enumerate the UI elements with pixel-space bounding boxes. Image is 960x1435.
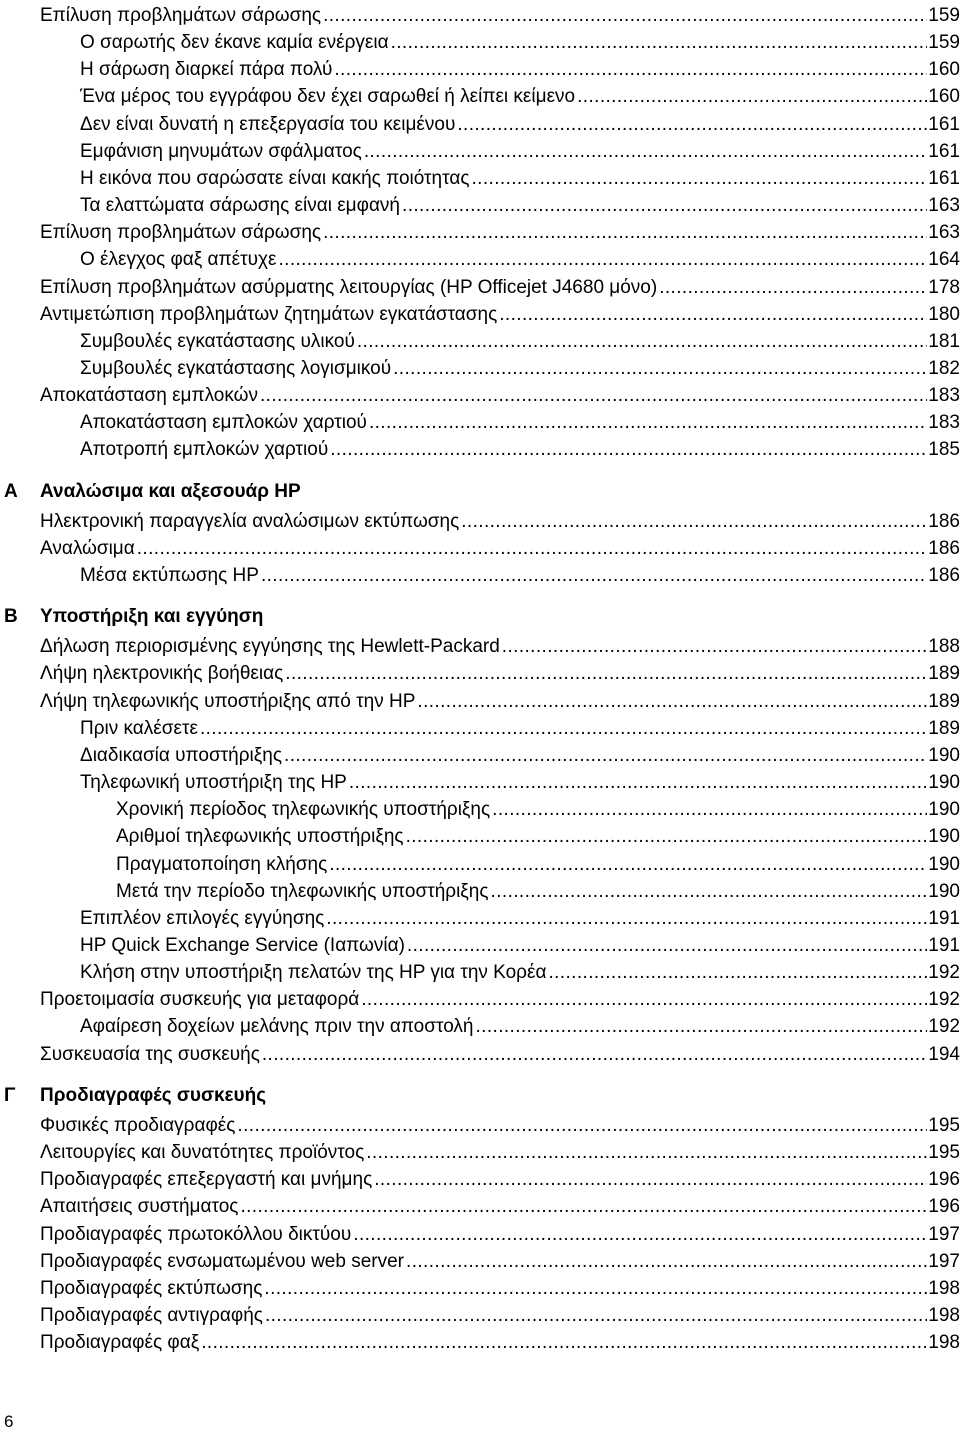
dot-leader — [475, 1016, 927, 1038]
toc-entry[interactable] — [116, 849, 960, 876]
toc-entry-page: 159 — [928, 32, 960, 54]
toc-entry[interactable] — [40, 1300, 960, 1327]
toc-entry-page: 189 — [928, 690, 960, 712]
toc-entry-page: 186 — [928, 510, 960, 532]
dot-leader — [402, 195, 927, 217]
toc-entry-title: Συσκευασία της συσκευής — [40, 1043, 260, 1065]
toc-entry[interactable] — [40, 1219, 960, 1246]
toc-entry-page: 181 — [928, 330, 960, 352]
toc-entry[interactable] — [80, 767, 960, 794]
dot-leader — [461, 511, 927, 533]
toc-entry[interactable] — [80, 244, 960, 271]
toc-entry-title: Μετά την περίοδο τηλεφωνικής υποστήριξης — [116, 880, 489, 902]
toc-entry-page: 163 — [928, 222, 960, 244]
toc-entry-title: Προδιαγραφές φαξ — [40, 1332, 200, 1354]
toc-entry-title: Τηλεφωνική υποστήριξη της HP — [80, 772, 347, 793]
toc-entry-title: Χρονική περίοδος τηλεφωνικής υποστήριξης — [116, 799, 491, 821]
dot-leader — [261, 565, 927, 587]
dot-leader — [260, 385, 927, 407]
toc-entry-title: Απαιτήσεις συστήματος — [40, 1196, 239, 1218]
dot-leader — [201, 1332, 927, 1354]
toc-entry-title: Επίλυση προβλημάτων σάρωσης — [40, 5, 322, 26]
toc-entry-title: Λήψη ηλεκτρονικής βοήθειας — [40, 663, 284, 685]
toc-entry[interactable] — [116, 821, 960, 848]
dot-leader — [577, 86, 927, 108]
dot-leader — [374, 1169, 927, 1191]
toc-entry[interactable] — [40, 506, 960, 533]
toc-entry[interactable] — [80, 740, 960, 767]
toc-entry-page: 192 — [928, 1016, 960, 1038]
toc-entry[interactable] — [80, 353, 960, 380]
toc-entry-title: Αποκατάσταση εμπλοκών χαρτιού — [80, 412, 367, 434]
toc-entry-title: Επιπλέον επιλογές εγγύησης — [80, 907, 325, 929]
toc-entry[interactable] — [40, 658, 960, 685]
dot-leader — [285, 663, 927, 685]
toc-entry-title: Αποκατάσταση εμπλοκών — [40, 385, 258, 407]
appendix-letter: A — [4, 480, 18, 502]
dot-leader — [137, 538, 928, 560]
toc-entry[interactable] — [80, 163, 960, 190]
dot-leader — [237, 1115, 927, 1137]
toc-entry-page: 190 — [928, 853, 960, 875]
dot-leader — [393, 358, 927, 380]
toc-entry[interactable] — [80, 560, 960, 587]
toc-entry[interactable] — [40, 217, 960, 244]
dot-leader — [262, 1044, 927, 1066]
toc-entry-title: Προδιαγραφές ενσωματωμένου web server — [40, 1250, 405, 1272]
dot-leader — [334, 59, 927, 81]
toc-entry[interactable] — [40, 1246, 960, 1273]
toc-entry-page: 198 — [928, 1304, 960, 1326]
toc-entry-page: 159 — [928, 5, 960, 26]
toc-entry[interactable] — [40, 686, 960, 713]
toc-entry[interactable] — [80, 903, 960, 930]
toc-entry-title: Ένα μέρος του εγγράφου δεν έχει σαρωθεί ή λείπει κείμενο — [80, 86, 576, 108]
dot-leader — [364, 141, 927, 163]
toc-entry-page: 178 — [928, 276, 960, 298]
toc-entry-page: 195 — [928, 1142, 960, 1163]
appendix-letter: Γ — [4, 1084, 16, 1106]
toc-entry-page: 197 — [928, 1223, 960, 1245]
toc-entry[interactable] — [40, 0, 960, 27]
toc-entry-title: Αριθμοί τηλεφωνικής υποστήριξης — [116, 826, 404, 848]
toc-entry[interactable] — [40, 272, 960, 299]
toc-entry[interactable] — [40, 984, 960, 1011]
dot-leader — [357, 331, 927, 353]
toc-entry-page: 198 — [928, 1277, 960, 1299]
toc-entry[interactable] — [40, 533, 960, 560]
toc-entry-page: 194 — [928, 1043, 960, 1065]
toc-entry-title: Φυσικές προδιαγραφές — [40, 1114, 236, 1136]
dot-leader — [323, 5, 927, 27]
dot-leader — [361, 989, 927, 1011]
dot-leader — [323, 222, 927, 244]
toc-entry-title: Ο σαρωτής δεν έκανε καμία ενέργεια — [80, 32, 389, 54]
toc-entry-title: Προδιαγραφές εκτύπωσης — [40, 1277, 263, 1299]
dot-leader — [240, 1196, 927, 1218]
toc-entry-page: 180 — [928, 303, 960, 325]
page-number: 6 — [4, 1412, 14, 1431]
toc-entry[interactable] — [40, 1327, 960, 1354]
toc-entry-title: Αντιμετώπιση προβλημάτων ζητημάτων εγκατάστασης — [40, 303, 498, 325]
toc-entry-title: Ηλεκτρονική παραγγελία αναλώσιμων εκτύπωσης — [40, 510, 460, 532]
toc-entry[interactable] — [40, 1164, 960, 1191]
appendix-title: Αναλώσιμα και αξεσουάρ HP — [40, 480, 301, 502]
toc-entry[interactable] — [80, 434, 960, 461]
appendix-title: Υποστήριξη και εγγύηση — [40, 606, 264, 628]
toc-entry[interactable] — [40, 299, 960, 326]
toc-entry-title: Τα ελαττώματα σάρωσης είναι εμφανή — [80, 195, 401, 217]
toc-entry-title: Μέσα εκτύπωσης HP — [80, 565, 259, 586]
dot-leader — [406, 1251, 927, 1273]
toc-entry[interactable] — [40, 1191, 960, 1218]
toc-entry[interactable] — [40, 380, 960, 407]
toc-entry-page: 183 — [928, 385, 960, 407]
toc-entry-page: 190 — [928, 772, 960, 793]
dot-leader — [659, 277, 927, 299]
dot-leader — [499, 304, 927, 326]
toc-entry-title: Αποτροπή εμπλοκών χαρτιού — [80, 439, 329, 461]
toc-entry-title: Συμβουλές εγκατάστασης λογισμικού — [80, 357, 392, 379]
dot-leader — [417, 691, 927, 713]
toc-entry[interactable] — [80, 957, 960, 984]
toc-entry-page: 191 — [928, 907, 960, 929]
toc-entry[interactable] — [80, 27, 960, 54]
toc-entry[interactable] — [80, 109, 960, 136]
toc-entry-page: 195 — [928, 1114, 960, 1136]
toc-entry-page: 192 — [928, 962, 960, 984]
appendix-heading[interactable] — [0, 1083, 960, 1110]
dot-leader — [492, 799, 927, 821]
toc-entry[interactable] — [40, 1110, 960, 1137]
toc-entry[interactable] — [80, 1011, 960, 1038]
toc-entry-title: Προδιαγραφές πρωτοκόλλου δικτύου — [40, 1223, 352, 1245]
dot-leader — [457, 114, 927, 136]
dot-leader — [366, 1142, 927, 1164]
toc-entry-title: Προδιαγραφές αντιγραφής — [40, 1304, 263, 1326]
toc-entry-page: 161 — [928, 140, 960, 162]
toc-entry-page: 190 — [928, 744, 960, 766]
dot-leader — [326, 908, 927, 930]
toc-entry-title: Κλήση στην υποστήριξη πελατών της HP για την Κορέα — [80, 962, 547, 984]
toc-entry-title: Αναλώσιμα — [40, 537, 135, 559]
toc-entry-title: Προετοιμασία συσκευής για μεταφορά — [40, 989, 360, 1011]
dot-leader — [407, 935, 927, 957]
dot-leader — [369, 412, 927, 434]
toc-entry-page: 185 — [928, 439, 960, 461]
toc-entry[interactable] — [80, 407, 960, 434]
appendix-heading[interactable] — [0, 604, 960, 631]
toc-entry-page: 161 — [928, 113, 960, 135]
toc-entry-title: Προδιαγραφές επεξεργαστή και μνήμης — [40, 1169, 373, 1191]
toc-entry[interactable] — [80, 713, 960, 740]
toc-entry-page: 190 — [928, 826, 960, 848]
toc-entry-title: Δήλωση περιορισμένης εγγύησης της Hewlett-Packard — [40, 636, 500, 658]
toc-entry-page: 188 — [928, 636, 960, 658]
toc-entry-page: 196 — [928, 1169, 960, 1191]
toc-entry-title: HP Quick Exchange Service (Ιαπωνία) — [80, 934, 405, 956]
dot-leader — [349, 772, 927, 794]
toc-entry[interactable] — [40, 1137, 960, 1164]
toc-entry-title: Συμβουλές εγκατάστασης υλικού — [80, 330, 355, 352]
dot-leader — [353, 1224, 927, 1246]
toc-entry[interactable] — [80, 81, 960, 108]
dot-leader — [264, 1278, 927, 1300]
dot-leader — [265, 1305, 927, 1327]
toc-entry-page: 186 — [928, 565, 960, 586]
toc-entry-page: 189 — [928, 717, 960, 739]
dot-leader — [284, 745, 927, 767]
toc-entry-title: Ο έλεγχος φαξ απέτυχε — [80, 249, 277, 271]
toc-entry-title: Επίλυση προβλημάτων ασύρματης λειτουργίας (HP Officejet J4680 μόνο) — [40, 276, 658, 298]
dot-leader — [329, 854, 927, 876]
dot-leader — [330, 439, 927, 461]
dot-leader — [502, 636, 928, 658]
toc-entry-title: Διαδικασία υποστήριξης — [80, 744, 283, 766]
toc-entry-title: Η εικόνα που σαρώσατε είναι κακής ποιότητας — [80, 167, 470, 189]
toc-entry-page: 190 — [928, 880, 960, 902]
toc-entry[interactable] — [80, 136, 960, 163]
toc-entry[interactable] — [80, 54, 960, 81]
toc-entry-page: 186 — [928, 537, 960, 559]
toc-entry-page: 160 — [928, 86, 960, 108]
appendix-letter: B — [4, 606, 18, 628]
toc-entry-title: Εμφάνιση μηνυμάτων σφάλματος — [80, 140, 362, 162]
toc-entry-title: Δεν είναι δυνατή η επεξεργασία του κειμένου — [80, 113, 456, 135]
toc-entry-page: 191 — [928, 934, 960, 956]
toc-entry-page: 192 — [928, 989, 960, 1011]
toc-entry-page: 183 — [928, 412, 960, 434]
toc-entry-title: Λήψη τηλεφωνικής υποστήριξης από την HP — [40, 690, 416, 712]
toc-entry-page: 190 — [928, 799, 960, 821]
toc-entry[interactable] — [116, 876, 960, 903]
dot-leader — [391, 32, 928, 54]
toc-entry[interactable] — [80, 190, 960, 217]
toc-entry-title: Λειτουργίες και δυνατότητες προϊόντος — [40, 1142, 365, 1163]
toc-entry-page: 160 — [928, 59, 960, 81]
dot-leader — [278, 249, 927, 271]
toc-entry[interactable] — [116, 794, 960, 821]
toc-entry-page: 161 — [928, 167, 960, 189]
toc-entry-page: 182 — [928, 357, 960, 379]
toc-entry-title: Επίλυση προβλημάτων σάρωσης — [40, 222, 322, 244]
toc-entry-page: 189 — [928, 663, 960, 685]
dot-leader — [472, 168, 928, 190]
toc-entry-title: Πραγματοποίηση κλήσης — [116, 853, 328, 875]
toc-entry[interactable] — [40, 631, 960, 658]
toc-entry-title: Αφαίρεση δοχείων μελάνης πριν την αποστολή — [80, 1016, 474, 1038]
toc-entry[interactable] — [40, 1273, 960, 1300]
toc-entry[interactable] — [40, 1039, 960, 1066]
dot-leader — [548, 962, 927, 984]
toc-entry-page: 197 — [928, 1250, 960, 1272]
toc-entry[interactable] — [80, 930, 960, 957]
dot-leader — [491, 881, 928, 903]
toc-entry-page: 164 — [928, 249, 960, 271]
dot-leader — [200, 718, 927, 740]
toc-entry[interactable] — [80, 326, 960, 353]
toc-entry-page: 196 — [928, 1196, 960, 1218]
appendix-title: Προδιαγραφές συσκευής — [40, 1084, 267, 1106]
toc-entry-title: Πριν καλέσετε — [80, 717, 198, 739]
dot-leader — [406, 826, 928, 848]
toc-entry-title: Η σάρωση διαρκεί πάρα πολύ — [80, 59, 333, 81]
appendix-heading[interactable] — [0, 479, 960, 506]
toc-entry-page: 198 — [928, 1332, 960, 1354]
toc-entry-page: 163 — [928, 195, 960, 217]
